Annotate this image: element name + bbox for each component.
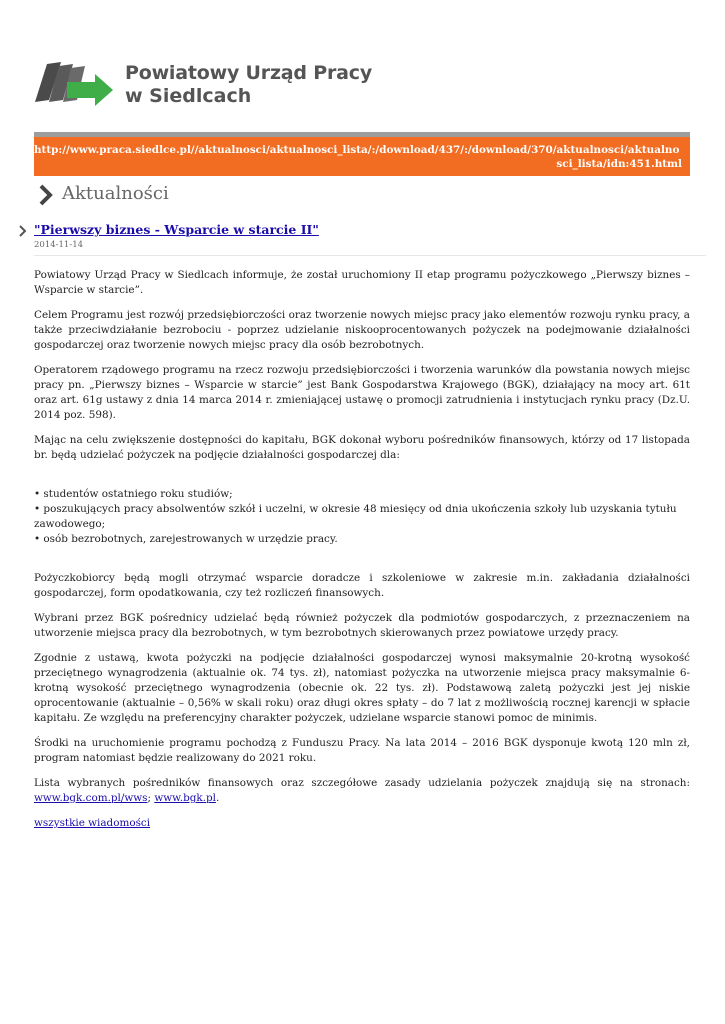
article-title-link[interactable]: "Pierwszy biznes - Wsparcie w starcie II" xyxy=(34,222,319,237)
section-title: Aktualności xyxy=(62,183,169,204)
article-date: 2014-11-14 xyxy=(34,240,84,250)
logo-subtitle: w Siedlcach xyxy=(125,85,252,107)
logo-icon xyxy=(33,60,115,110)
divider xyxy=(34,255,706,256)
paragraph: Mając na celu zwiększenie dostępności do kapitału, BGK dokonał wyboru pośredników finansowych, którzy od 17 listopada br. będą udzielać pożyczek na podjęcie działalności gospodarczej dla: xyxy=(34,434,690,461)
logo-title: Powiatowy Urząd Pracy xyxy=(125,62,373,84)
paragraph: Pożyczkobiorcy będą mogli otrzymać wsparcie doradcze i szkoleniowe w zakresie m.in. zakładania działalności gospodarczej, form opodatkowania, czy też rozliczeń finansowych. xyxy=(34,572,690,599)
page-url: http://www.praca.siedlce.pl//aktualnosci/aktualnosci_lista/:/download/437/:/download/370/aktualnosci/aktualnosci_lista/idn:451.html xyxy=(34,144,682,170)
paragraph: Środki na uruchomienie programu pochodzą z Funduszu Pracy. Na lata 2014 – 2016 BGK dysponuje kwotą 120 mln zł, program natomiast będzie realizowany do 2021 roku. xyxy=(34,737,690,764)
article-body xyxy=(34,268,690,841)
links-paragraph xyxy=(34,776,690,806)
list-item: • studentów ostatniego roku studiów; xyxy=(34,488,233,500)
spacer xyxy=(34,473,690,487)
site-logo[interactable] xyxy=(33,58,373,114)
list-item: • poszukujących pracy absolwentów szkół i uczelni, w okresie 48 miesięcy od dnia ukończenia szkoły lub uzyskania tytułu zawodowego; xyxy=(34,503,677,530)
all-news-link[interactable]: wszystkie wiadomości xyxy=(34,817,151,829)
paragraph: Powiatowy Urząd Pracy w Siedlcach informuje, że został uruchomiony II etap programu pożyczkowego „Pierwszy biznes – Wsparcie w starcie”. xyxy=(34,269,690,296)
list-item: • osób bezrobotnych, zarejestrowanych w urzędzie pracy. xyxy=(34,533,338,545)
bgk-wws-link[interactable]: www.bgk.com.pl/wws xyxy=(34,792,148,804)
url-banner xyxy=(34,132,690,176)
all-news-paragraph xyxy=(34,816,690,831)
link-separator: ; xyxy=(147,792,151,804)
paragraph: Wybrani przez BGK pośrednicy udzielać będą również pożyczek dla podmiotów gospodarczych, z przeznaczeniem na utworzenie miejsca pracy dla bezrobotnych, w tym bezrobotnych skierowanych przez powiatowe urzędy pracy. xyxy=(34,612,690,639)
paragraph: Zgodnie z ustawą, kwota pożyczki na podjęcie działalności gospodarczej wynosi maksymalnie 20-krotną wysokość przeciętnego wynagrodzenia (aktualnie ok. 74 tys. zł), natomiast pożyczka na utworzenie miejsca pracy maksymalnie 6-krotną wysokość przeciętnego wynagrodzenia (obecnie ok. 22 tys. zł). Podstawową zaletą pożyczki jest jej niskie oprocentowanie (aktualnie – 0,56% w skali roku) oraz długi okres spłaty – do 7 lat z możliwością rocznej karencji w spłacie kapitału. Ze względu na preferencyjny charakter pożyczek, udzielane wsparcie stanowi pomoc de minimis. xyxy=(34,652,690,724)
eligibility-list xyxy=(34,487,690,547)
bgk-link[interactable]: www.bgk.pl xyxy=(154,792,216,804)
links-intro: Lista wybranych pośredników finansowych oraz szczegółowe zasady udzielania pożyczek znajdują się na stronach: xyxy=(34,777,690,789)
link-end: . xyxy=(215,792,220,804)
spacer xyxy=(34,557,690,571)
chevron-right-icon xyxy=(38,183,54,207)
paragraph: Celem Programu jest rozwój przedsiębiorczości oraz tworzenie nowych miejsc pracy jako elementów rozwoju rynku pracy, a także przeciwdziałanie bezrobociu - poprzez udzielanie niskooprocentowanych pożyczek na podejmowanie działalności gospodarczej oraz tworzenie nowych miejsc pracy dla osób bezrobotnych. xyxy=(34,309,690,351)
small-chevron-icon xyxy=(18,225,28,237)
paragraph: Operatorem rządowego programu na rzecz rozwoju przedsiębiorczości i tworzenia warunków dla powstania nowych miejsc pracy pn. „Pierwszy biznes – Wsparcie w starcie” jest Bank Gospodarstwa Krajowego (BGK), działający na mocy art. 61t oraz art. 61g ustawy z dnia 14 marca 2014 r. zmieniającej ustawę o promocji zatrudnienia i instytucjach rynku pracy (Dz.U. 2014 poz. 598). xyxy=(34,364,690,421)
